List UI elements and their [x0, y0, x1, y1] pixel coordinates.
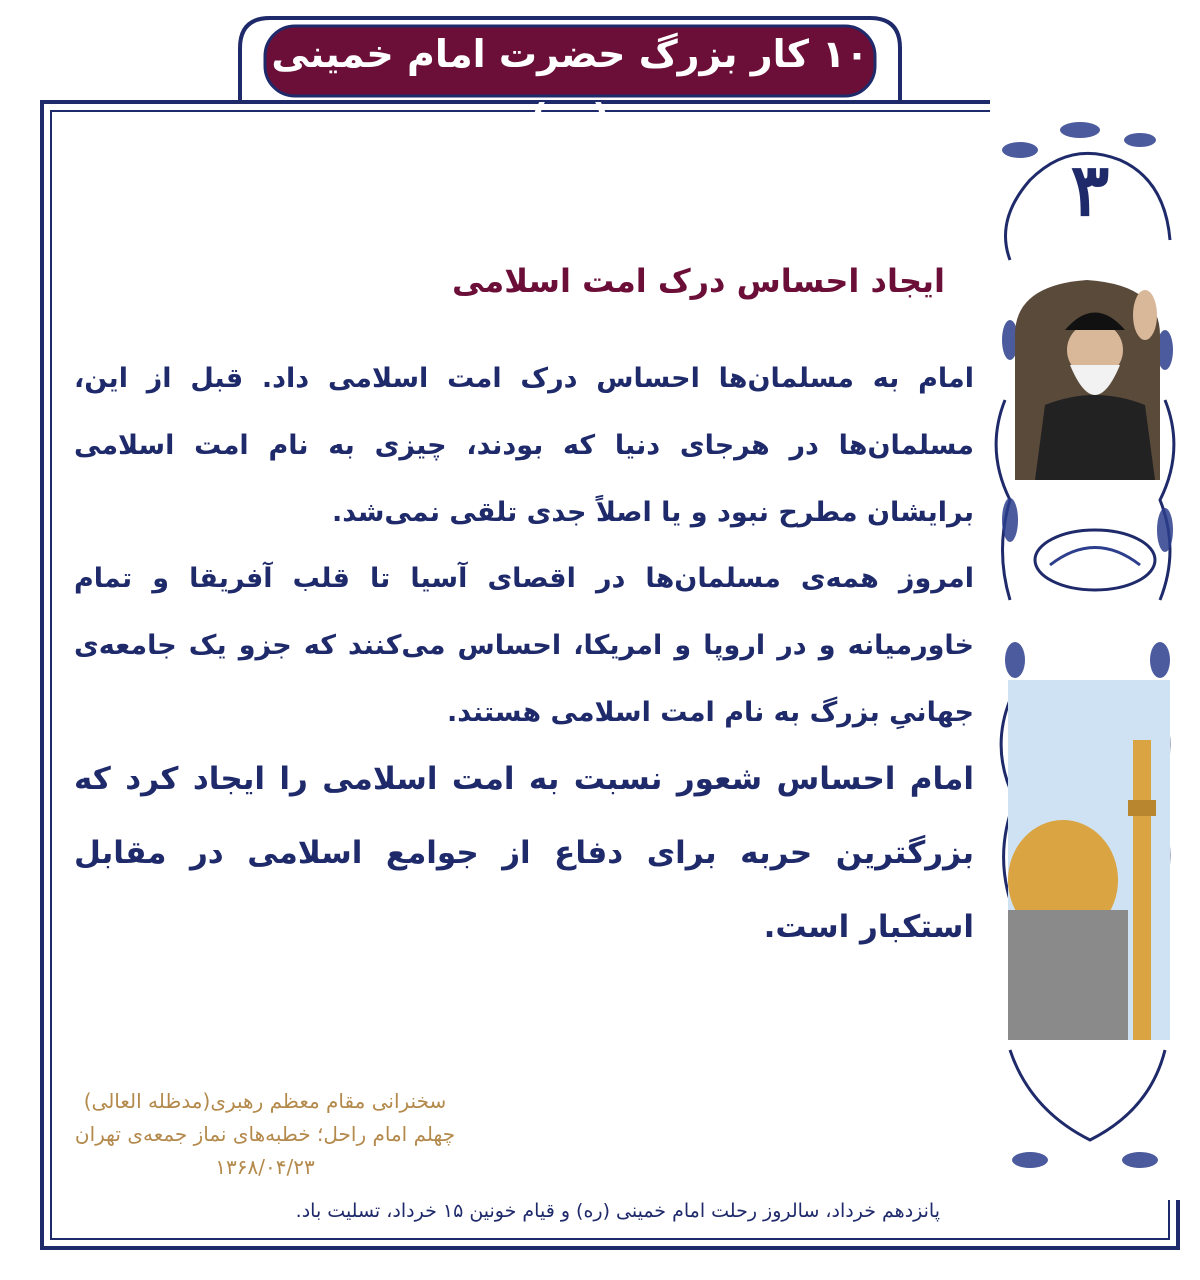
step-number-badge: ۳ [1070, 147, 1110, 232]
page-title: ۱۰ کار بزرگ حضرت امام خمینی (ره) [271, 32, 869, 140]
body-paragraph-2: امروز همه‌ی مسلمان‌ها در اقصای آسیا تا قلب آفریقا و تمام خاورمیانه و در اروپا و امریکا، احساس می‌کنند که جزو یک جامعه‌ی جهانیِ بزرگ به نام امت اسلامی هستند. [74, 563, 974, 728]
body-paragraph-1: امام به مسلمان‌ها احساس درک امت اسلامی داد. قبل از این، مسلمان‌ها در هرجای دنیا که بودند، چیزی به نام امت اسلامی برایشان مطرح نبود و یا اصلاً جدی تلقی نمی‌شد. [74, 363, 974, 528]
source-line-2: چهلم امام راحل؛ خطبه‌های نماز جمعه‌ی تهران [74, 1122, 456, 1146]
shrine-image [1008, 680, 1170, 1040]
source-line-1: سخنرانی مقام معظم رهبری(مدظله العالی) [83, 1089, 447, 1113]
body-paragraph-3: امام احساس شعور نسبت به امت اسلامی را ایجاد کرد که بزرگترین حربه برای دفاع از جوامع اسلامی در مقابل استکبار است. [74, 761, 974, 945]
source-date: ۱۳۶۸/۰۴/۲۳ [215, 1155, 315, 1179]
section-heading: ایجاد احساس درک امت اسلامی [452, 262, 945, 300]
footer-note: پانزدهم خرداد، سالروز رحلت امام خمینی (ره) و قیام خونین ۱۵ خرداد، تسلیت باد. [295, 1200, 940, 1222]
portrait-image [1005, 275, 1170, 480]
calligraphy-emblem [1020, 510, 1170, 610]
source-citation [60, 1085, 470, 1184]
